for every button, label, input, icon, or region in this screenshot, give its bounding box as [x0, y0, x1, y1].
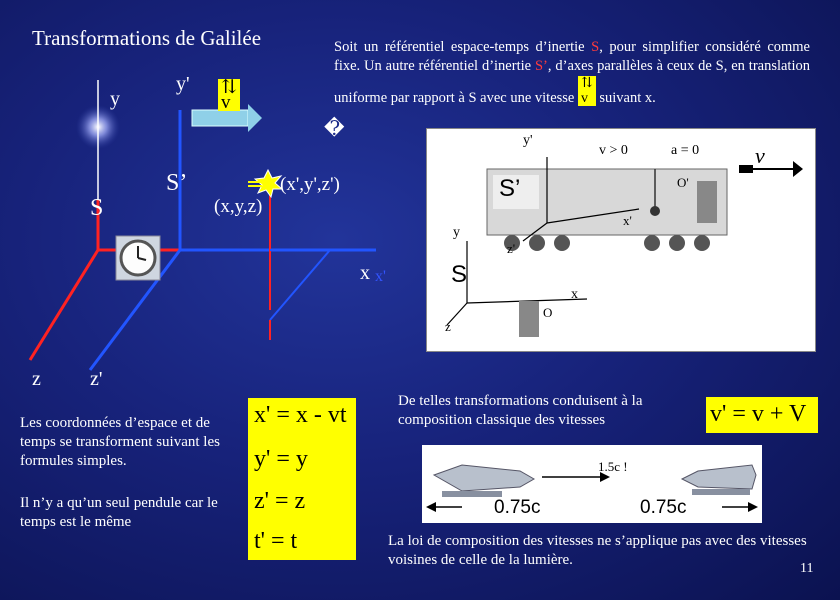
label-zprime: z'	[90, 368, 103, 390]
train-wheels	[504, 235, 710, 251]
fig-label-x: x	[571, 287, 578, 302]
formula-t: t' = t	[254, 528, 298, 554]
info-text-2: Il n’y a qu’un seul pendule car le temps est le même	[20, 495, 218, 530]
galilean-formulas-box	[248, 398, 356, 560]
fig-label-yprime: y'	[523, 133, 533, 148]
intro-text-2: , pour simplifier considéré comme fixe. Un autre référentiel d’inertie	[334, 39, 810, 74]
intro-text-1: Soit un référentiel espace-temps d’inertie	[334, 39, 592, 55]
ground-observer	[519, 301, 539, 337]
label-y: y	[110, 88, 120, 110]
fig-a-condition: a = 0	[671, 143, 700, 158]
intro-text-3: , d’axes parallèles à ceux de S, en translation uniforme par rapport à S avec une vitesse	[334, 58, 810, 106]
formula-z: z' = z	[254, 488, 306, 514]
fig-label-xprime: x'	[623, 213, 632, 228]
fig-label-zprime: z'	[507, 241, 516, 256]
spaceship-left-icon	[434, 465, 534, 497]
coord-Sprime: (x',y',z')	[280, 174, 340, 195]
slide-title: Transformations de Galilée	[32, 26, 262, 50]
fig-label-Sprime: S’	[499, 175, 521, 202]
projection-line-blue	[270, 250, 330, 320]
fig-label-y: y	[453, 225, 460, 240]
axis-z-S	[30, 250, 98, 360]
page-number: 11	[800, 561, 814, 576]
fig-v-condition: v > 0	[599, 143, 628, 158]
speed-left-label: 0.75c	[494, 497, 541, 518]
fig-label-O: O	[543, 305, 553, 320]
placeholder-glyph: �	[324, 118, 345, 140]
intro-sprime-letter: S’	[534, 58, 548, 74]
label-Sprime: S’	[166, 170, 188, 196]
spaceship-right-icon	[682, 465, 756, 495]
spaceship-drawing	[422, 445, 762, 523]
figure-caption: Le pendule reste vertical dans les deux référentiels d’inertie	[619, 308, 793, 339]
pendulum-bob	[650, 206, 660, 216]
fig-label-Oprime: O'	[677, 175, 689, 190]
diagram-v-symbol: ⇅ v	[218, 79, 240, 111]
law-text: La loi de composition des vitesses ne s’applique pas avec des vitesses voisines de celle de la lumière.	[388, 533, 807, 568]
formula-x: x' = x - vt	[254, 402, 347, 428]
fig-label-S: S	[451, 261, 468, 288]
spaceship-figure	[422, 445, 762, 523]
formula-y: y' = y	[254, 446, 308, 472]
intro-s-letter: S	[591, 39, 600, 55]
speed-right-label: 0.75c	[640, 497, 687, 518]
train-velocity-arrow	[793, 161, 803, 177]
label-yprime: y'	[176, 73, 190, 95]
label-S: S	[90, 195, 104, 221]
label-xprime: x'	[375, 268, 386, 285]
speed-mid-label: 1.5c !	[598, 459, 628, 474]
intro-text-4: suivant x.	[595, 90, 656, 106]
velocity-arrow-head	[248, 104, 262, 132]
velocity-arrow-body	[192, 110, 248, 126]
label-z: z	[32, 368, 41, 390]
velocity-formula: v' = v + V	[710, 401, 807, 427]
event-star-icon	[255, 170, 282, 197]
coord-S: (x,y,z)	[214, 196, 263, 217]
fig-label-z: z	[445, 319, 451, 334]
composition-text: De telles transformations conduisent à la composition classique des vitesses	[398, 393, 643, 428]
velocity-formula-box	[706, 397, 818, 433]
intro-v-symbol: ⇅ v	[578, 76, 596, 106]
reference-frames-diagram	[0, 0, 420, 400]
train-passenger	[697, 181, 717, 223]
fig-v-big: v	[755, 143, 765, 168]
clock-icon	[116, 236, 160, 280]
info-text: Les coordonnées d’espace et de temps se transforment suivant les formules simples.	[20, 415, 220, 469]
label-x: x	[360, 262, 370, 284]
